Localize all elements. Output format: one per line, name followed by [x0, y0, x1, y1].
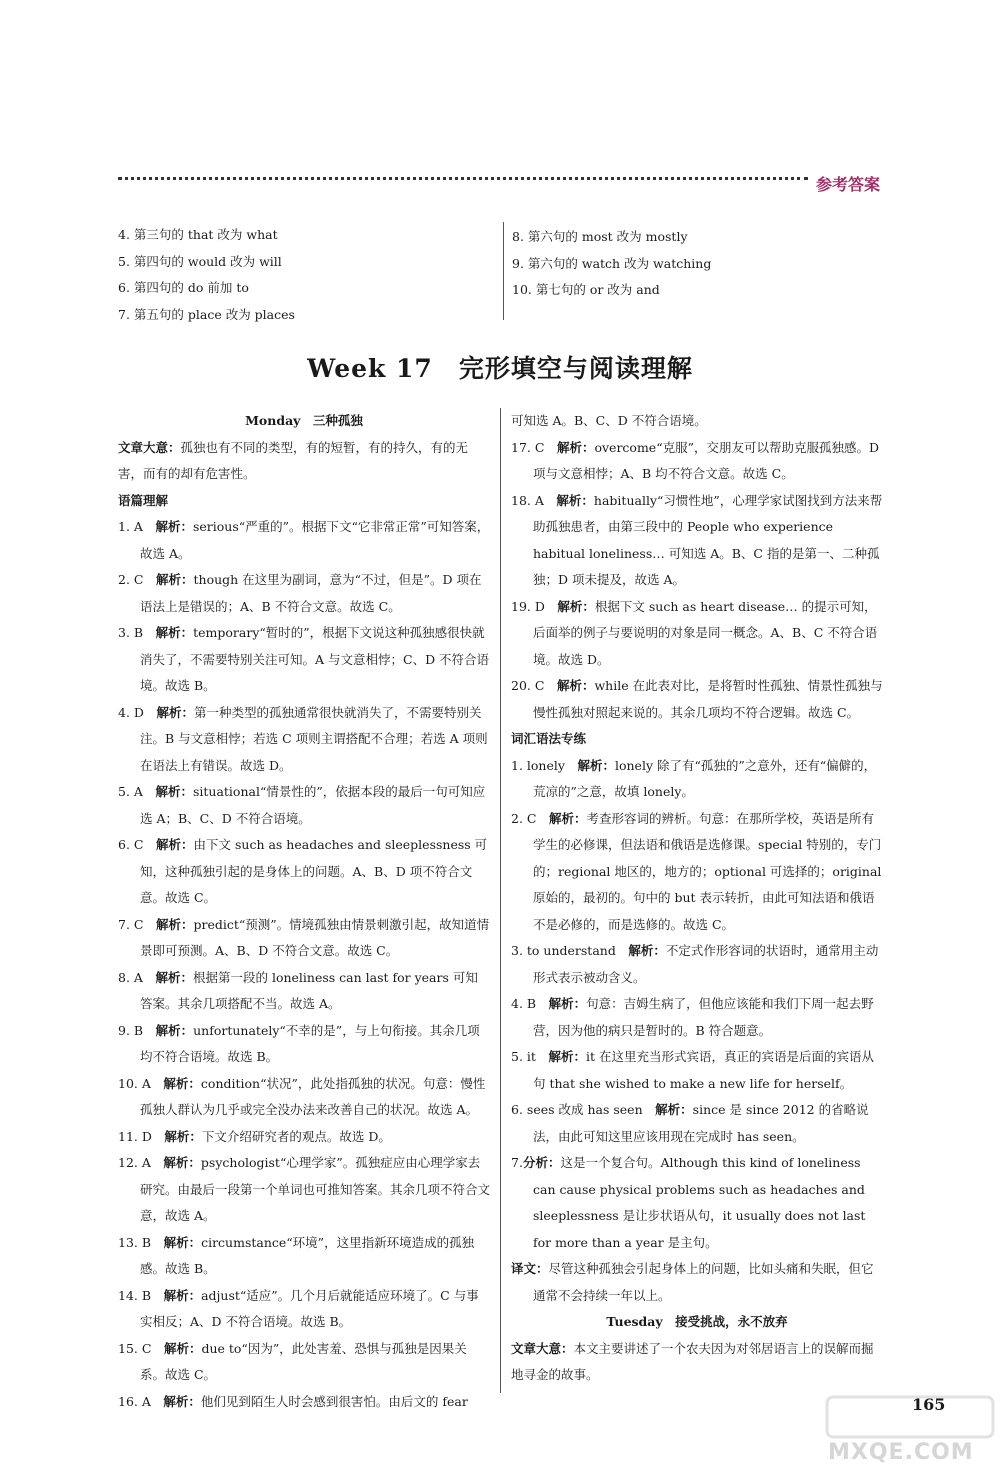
answer-item: 3. B 解析：temporary“暂时的”，根据下文说这种孤独感很快就消失了，不需要特别关注可知。A 与文意相悖；C、D 不符合语境。故选 B。	[118, 625, 490, 693]
watermark-text: MXQE.COM	[828, 1440, 974, 1465]
answer-item: 7. C 解析：predict“预测”。情境孤独由情景刺激引起，故知道情景即可预测。A、B、D 不符合文意。故选 C。	[118, 916, 490, 958]
summary: 文章大意：本文主要讲述了一个农夫因为对邻居语言上的误解而掘地寻金的故事。	[511, 1340, 874, 1382]
top-item: 8. 第六句的 most 改为 mostly	[512, 229, 688, 244]
answer-item: 18. A 解析：habitually“习惯性地”，心理学家试图找到方法来帮助孤独患者，由第三段中的 People who experience habitual loneliness… 可知选 A。B、C 指的是第一、二种孤独；D 项未提及，故选 A。	[511, 492, 883, 587]
answer-item: 19. D 解析：根据下文 such as heart disease… 的提示可知，后面举的例子与要说明的对象是同一概念。A、B、C 不符合语境。故选 D。	[511, 598, 878, 667]
grammar-item: 7.分析：这是一个复合句。Although this kind of loneliness can cause physical problems such as headaches and sleeplessness 是让步状语从句，it usually does not last for more than a year 是主句。	[511, 1155, 866, 1250]
answer-item: 1. A 解析：serious“严重的”。根据下文“它非常正常”可知答案，故选 A。	[118, 519, 490, 561]
top-item: 10. 第七句的 or 改为 and	[512, 282, 660, 297]
page-number: 165	[912, 1395, 946, 1414]
top-item: 9. 第六句的 watch 改为 watching	[512, 255, 712, 271]
section-heading: 词汇语法专练	[511, 731, 587, 746]
answer-item: 8. A 解析：根据第一段的 loneliness can last for years 可知答案。其余几项搭配不当。故选 A。	[118, 969, 478, 1011]
answer-item: 17. C 解析：overcome“克服”，交朋友可以帮助克服孤独感。D 项与文意相悖；A、B 均不符合文意。故选 C。	[511, 439, 879, 481]
answer-item: 6. C 解析：由下文 such as headaches and sleeplessness 可知，这种孤独引起的是身体上的问题。A、B、D 项不符合文意。故选 C。	[118, 837, 488, 905]
grammar-item: 4. B 解析：句意：吉姆生病了，但他应该能和我们下周一起去野营，因为他的病只是暂时的。B 符合题意。	[511, 996, 874, 1038]
right-column	[511, 408, 883, 1389]
top-item: 5. 第四句的 would 改为 will	[118, 253, 282, 269]
tuesday-heading: Tuesday 接受挑战，永不放弃	[606, 1314, 788, 1329]
top-divider	[503, 222, 504, 320]
grammar-item: 2. C 解析：考查形容词的辨析。句意：在那所学校，英语是所有学生的必修课，但法语和俄语是选修课。special 特别的，专门的；regional 地区的，地方的；optional 可选择的；original 原始的，最初的。句中的 but 表示转折，由此可知法语和俄语不是必修的，而是选修的。故选 C。	[511, 810, 882, 932]
week-title: Week 17 完形填空与阅读理解	[307, 354, 693, 383]
left-column	[118, 408, 490, 1415]
top-item: 6. 第四句的 do 前加 to	[118, 280, 249, 295]
answer-item: 11. D 解析：下文介绍研究者的观点。故选 D。	[118, 1128, 391, 1144]
top-item: 4. 第三句的 that 改为 what	[118, 227, 278, 242]
answer-item: 20. C 解析：while 在此表对比，是将暂时性孤独、情景性孤独与慢性孤独对照起来说的。其余几项均不符合逻辑。故选 C。	[511, 678, 883, 720]
answer-item: 15. C 解析：due to“因为”，此处害羞、恐惧与孤独是因果关系。故选 C。	[118, 1340, 467, 1382]
answer-item: 5. A 解析：situational“情景性的”，依据本段的最后一句可知应选 A；B、C、D 不符合语境。	[118, 784, 486, 826]
grammar-item: 6. sees 改成 has seen 解析：since 是 since 2012 的省略说法，由此可知这里应该用现在完成时 has seen。	[511, 1102, 869, 1144]
grammar-item: 1. lonely 解析：lonely 除了有“孤独的”之意外，还有“偏僻的，荒凉的”之意，故填 lonely。	[511, 757, 877, 799]
answer-continuation: 可知选 A。B、C、D 不符合语境。	[511, 413, 707, 428]
top-item: 7. 第五句的 place 改为 places	[118, 306, 295, 322]
column-divider	[500, 408, 501, 1393]
answer-item: 4. D 解析：第一种类型的孤独通常很快就消失了，不需要特别关注。B 与文意相悖；若选 C 项则主谓搭配不合理；若选 A 项则在语法上有错误。故选 D。	[118, 704, 488, 773]
answer-item: 14. B 解析：adjust“适应”。几个月后就能适应环境了。C 与事实相反；A、D 不符合语境。故选 B。	[118, 1287, 479, 1329]
answer-item: 10. A 解析：condition“状况”，此处指孤独的状况。句意：慢性孤独人群认为几乎或完全没办法来改善自己的状况。故选 A。	[118, 1075, 486, 1117]
answer-item: 12. A 解析：psychologist“心理学家”。孤独症应由心理学家去研究。由最后一段第一个单词也可推知答案。其余几项不符合文意，故选 A。	[118, 1155, 491, 1223]
header-tag: 参考答案	[816, 175, 881, 194]
summary: 文章大意：孤独也有不同的类型，有的短暂，有的持久，有的无害，而有的却有危害性。	[118, 439, 469, 481]
answer-item: 2. C 解析：though 在这里为副词，意为“不过，但是”。D 项在语法上是错误的；A、B 不符合文意。故选 C。	[118, 572, 482, 614]
answer-item: 16. A 解析：他们见到陌生人时会感到很害怕。由后文的 fear	[118, 1393, 468, 1409]
monday-heading: Monday 三种孤独	[245, 413, 363, 428]
answer-item: 9. B 解析：unfortunately“不幸的是”，与上句衔接。其余几项均不符合语境。故选 B。	[118, 1022, 480, 1064]
grammar-item: 5. it 解析：it 在这里充当形式宾语，真正的宾语是后面的宾语从句 that she wished to make a new life for herself。	[511, 1049, 874, 1091]
grammar-item: 3. to understand 解析：不定式作形容词的状语时，通常用主动形式表示被动含义。	[511, 943, 879, 985]
translation: 译文：尽管这种孤独会引起身体上的问题，比如头痛和失眠，但它通常不会持续一年以上。	[511, 1261, 874, 1303]
section-heading: 语篇理解	[118, 492, 169, 508]
top-right-list	[512, 224, 711, 304]
answer-item: 13. B 解析：circumstance“环境”，这里指新环境造成的孤独感。故选 B。	[118, 1234, 475, 1276]
top-left-list	[118, 222, 295, 328]
header-dotted-rule	[118, 177, 808, 180]
